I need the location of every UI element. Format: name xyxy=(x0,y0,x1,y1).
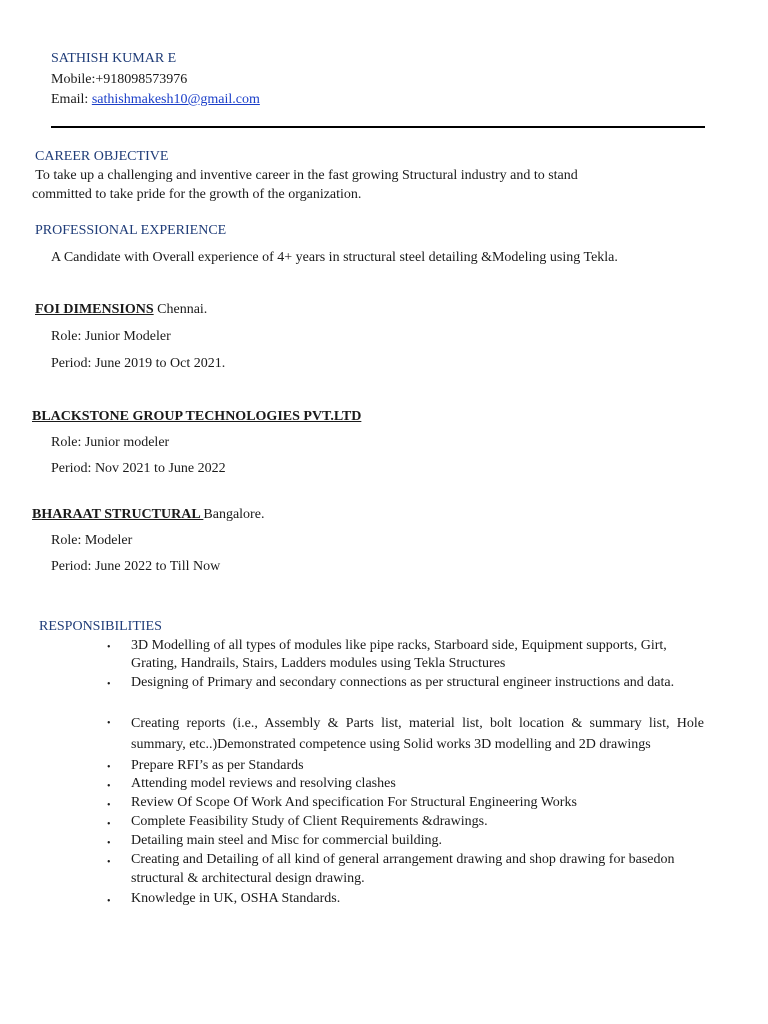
company-location: Bangalore. xyxy=(203,507,265,522)
job-role: Role: Junior modeler xyxy=(51,435,170,450)
responsibility-item: Designing of Primary and secondary connections as per structural engineer instructions and data. xyxy=(131,675,675,690)
bullet-icon: • xyxy=(107,642,111,653)
objective-line-1: To take up a challenging and inventive career in the fast growing Structural industry and to stand xyxy=(32,168,578,183)
job-role: Role: Junior Modeler xyxy=(51,329,171,344)
job-period: Period: June 2022 to Till Now xyxy=(51,559,221,574)
bullet-icon: • xyxy=(107,718,111,729)
email-line xyxy=(51,91,260,109)
bullet-icon: • xyxy=(107,838,111,849)
company-name: BHARAAT STRUCTURAL xyxy=(32,507,204,522)
candidate-name: SATHISH KUMAR E xyxy=(51,51,177,66)
header-divider xyxy=(51,126,705,128)
job-header xyxy=(32,506,264,524)
responsibility-item: Detailing main steel and Misc for commercial building. xyxy=(131,833,443,848)
bullet-icon: • xyxy=(107,762,111,773)
bullet-icon: • xyxy=(107,896,111,907)
responsibility-item: Creating reports (i.e., Assembly & Parts list, material list, bolt location & summary list, Hole summary, etc..)Demonstrated competence using Solid works 3D modelling and 2D drawings xyxy=(131,716,704,752)
company-name: FOI DIMENSIONS xyxy=(35,302,154,317)
professional-experience-heading: PROFESSIONAL EXPERIENCE xyxy=(35,223,227,238)
responsibility-item: Prepare RFI’s as per Standards xyxy=(131,758,304,773)
email-label: Email: xyxy=(51,92,92,107)
company-location: Chennai. xyxy=(153,302,208,317)
mobile-number: Mobile:+918098573976 xyxy=(51,72,188,87)
bullet-icon: • xyxy=(107,857,111,868)
experience-summary: A Candidate with Overall experience of 4+ years in structural steel detailing &Modeling using Tekla. xyxy=(51,250,618,265)
job-period: Period: Nov 2021 to June 2022 xyxy=(51,461,226,476)
bullet-icon: • xyxy=(107,800,111,811)
job-period: Period: June 2019 to Oct 2021. xyxy=(51,356,226,371)
responsibility-item: Attending model reviews and resolving clashes xyxy=(131,776,396,791)
responsibility-item: Complete Feasibility Study of Client Requirements &drawings. xyxy=(131,814,488,829)
job-header xyxy=(32,408,361,426)
job-role: Role: Modeler xyxy=(51,533,133,548)
company-name: BLACKSTONE GROUP TECHNOLOGIES PVT.LTD xyxy=(32,409,362,424)
job-header xyxy=(35,301,207,319)
responsibility-item: Review Of Scope Of Work And specification For Structural Engineering Works xyxy=(131,795,577,810)
responsibility-item: Creating and Detailing of all kind of general arrangement drawing and shop drawing for basedon structural & architectural design drawing. xyxy=(131,852,675,886)
responsibility-item: 3D Modelling of all types of modules like pipe racks, Starboard side, Equipment supports, Girt, Grating, Handrails, Stairs, Ladders modules using Tekla Structures xyxy=(131,638,667,671)
bullet-icon: • xyxy=(107,781,111,792)
bullet-icon: • xyxy=(107,679,111,690)
email-link[interactable]: sathishmakesh10@gmail.com xyxy=(91,92,260,107)
responsibilities-heading: RESPONSIBILITIES xyxy=(39,619,162,634)
responsibility-item: Knowledge in UK, OSHA Standards. xyxy=(131,891,341,906)
objective-line-2: committed to take pride for the growth of the organization. xyxy=(32,187,362,202)
career-objective-heading: CAREER OBJECTIVE xyxy=(35,149,169,164)
bullet-icon: • xyxy=(107,819,111,830)
